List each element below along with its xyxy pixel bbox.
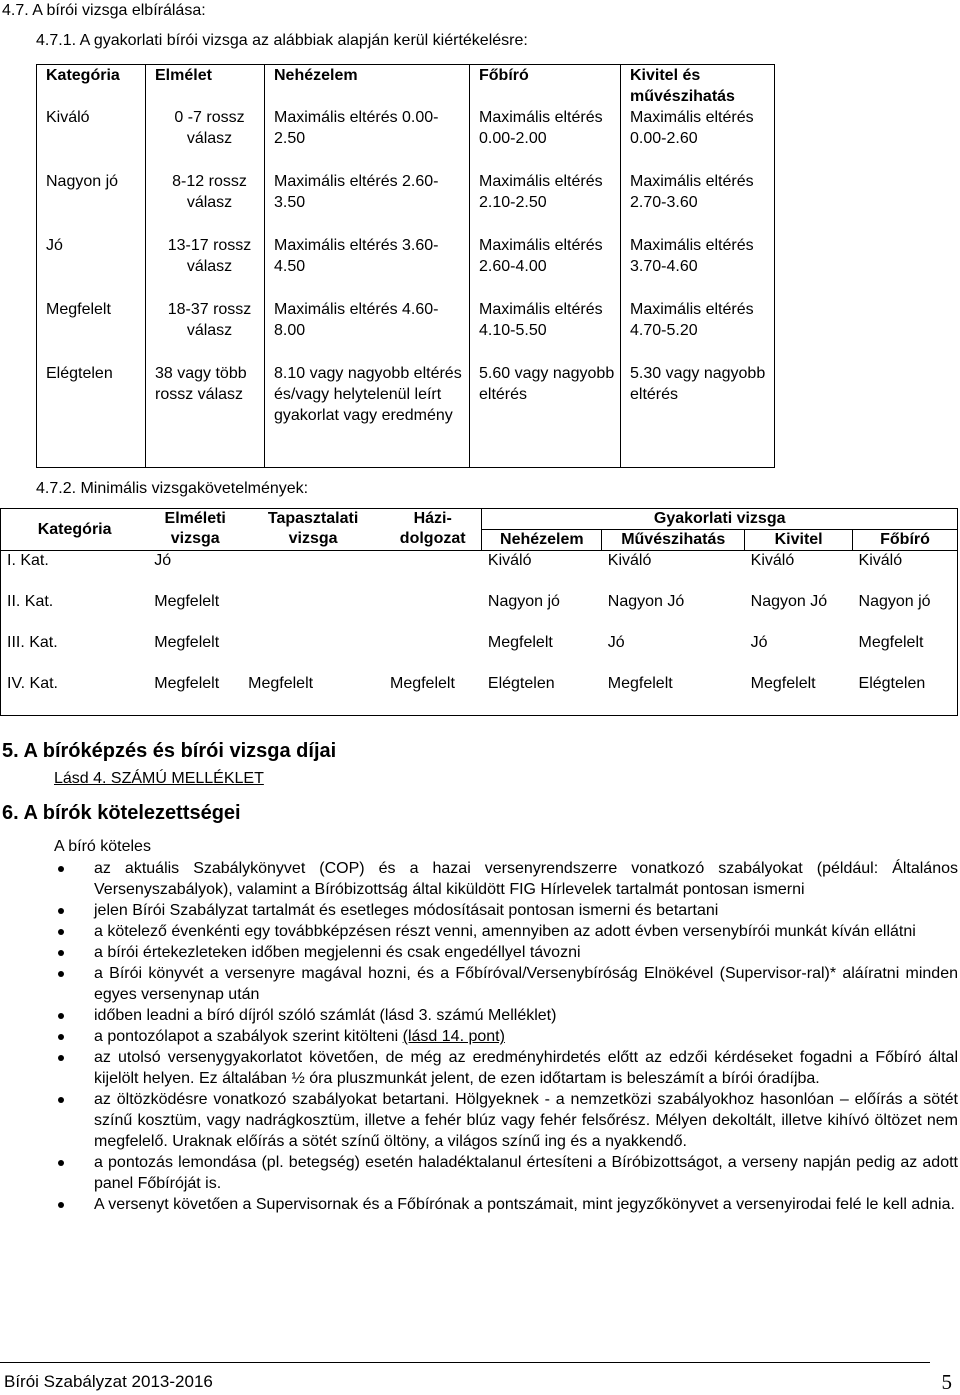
table-row bbox=[1, 674, 958, 716]
table-cell: Megfelelt bbox=[148, 674, 242, 716]
table-cell bbox=[146, 235, 265, 299]
table-row bbox=[37, 171, 775, 235]
list-item bbox=[54, 1026, 958, 1047]
table-cell: Maximális eltérés 4.60-8.00 bbox=[265, 299, 470, 363]
table-cell: Maximális eltérés 0.00-2.60 bbox=[621, 107, 775, 171]
heading-4-7-1: 4.7.1. A gyakorlati bírói vizsga az alábbiak alapján kerül kiértékelésre: bbox=[36, 32, 528, 49]
table-cell: Megfelelt bbox=[602, 674, 745, 716]
heading-4-7-2: 4.7.2. Minimális vizsgakövetelmények: bbox=[36, 480, 309, 497]
header-cell: Főbíró bbox=[853, 530, 958, 551]
table-cell: II. Kat. bbox=[1, 592, 149, 633]
bullet-icon bbox=[58, 971, 64, 977]
list-item-text: időben leadni a bíró díjról szóló számlát (lásd 3. számú Melléklet) bbox=[94, 1007, 557, 1024]
table-row bbox=[1, 592, 958, 633]
table-row bbox=[37, 235, 775, 299]
header-cell: Nehézelem bbox=[482, 530, 602, 551]
table-cell: Megfelelt bbox=[853, 633, 958, 674]
table-row bbox=[1, 633, 958, 674]
table-cell: Kiváló bbox=[607, 552, 652, 569]
table-cell: Elégtelen bbox=[853, 674, 958, 716]
section-6-intro: A bíró köteles bbox=[54, 838, 151, 855]
table-cell: Nagyon Jó bbox=[750, 593, 828, 610]
section-6-title: 6. A bírók kötelezettségei bbox=[2, 802, 241, 824]
table-cell: Maximális eltérés 2.60-4.00 bbox=[470, 235, 621, 299]
list-item-text: a kötelező évenkénti egy továbbképzésen részt venni, amennyiben az adott évben versenybírói munkát kíván ellátni bbox=[94, 923, 916, 940]
bullet-icon bbox=[58, 1097, 64, 1103]
table-cell: Kiváló bbox=[750, 552, 795, 569]
bullet-icon bbox=[58, 1034, 64, 1040]
header-cell: Tapasztalati vizsga bbox=[242, 509, 384, 551]
table-row bbox=[37, 363, 775, 467]
heading-4-7: 4.7. A bírói vizsga elbírálása: bbox=[2, 2, 206, 19]
footer-title: Bírói Szabályzat 2013-2016 bbox=[4, 1372, 213, 1391]
table-cell: Maximális eltérés 3.60-4.50 bbox=[265, 235, 470, 299]
bullet-icon bbox=[58, 1160, 64, 1166]
header-cell: Nehézelem bbox=[265, 65, 470, 108]
table-cell: 5.60 vagy nagyobb eltérés bbox=[470, 363, 621, 467]
bullet-icon bbox=[58, 1013, 64, 1019]
table-cell-text: 13-17 rossz válasz bbox=[167, 237, 252, 275]
table-cell bbox=[242, 592, 384, 633]
table-cell bbox=[384, 551, 482, 593]
table-cell: Jó bbox=[154, 552, 172, 569]
table-cell bbox=[242, 633, 384, 674]
table-cell: Maximális eltérés 4.10-5.50 bbox=[470, 299, 621, 363]
table-cell: Jó bbox=[37, 235, 146, 299]
table-cell: Maximális eltérés 3.70-4.60 bbox=[621, 235, 775, 299]
list-item-text: az öltözködésre vonatkozó szabályokat betartani. Hölgyeknek - a nemzetközi szabályokhoz hasonlóan – előírás a sötét színű kosztüm, vagy nadrágkosztüm, illetve a fehér blúz vagy fehér felsőrész. Mélyen dekoltált, illetve kihívó öltözet nem megfelelő. Uraknak előírás a sötét színű öltöny, a világos színű ing és a nyakkendő. bbox=[94, 1091, 958, 1150]
table-cell-text: 18-37 rossz válasz bbox=[167, 301, 252, 339]
table-cell: Maximális eltérés 4.70-5.20 bbox=[621, 299, 775, 363]
table-cell bbox=[146, 171, 265, 235]
table-cell: I. Kat. bbox=[1, 551, 149, 593]
list-item bbox=[54, 900, 958, 921]
table-cell bbox=[242, 551, 384, 593]
list-item-text: a pontozás lemondása (pl. betegség) esetén haladéktalanul értesíteni a Bíróbizottságot, a verseny napján pedig az adott panel Főbíróját is. bbox=[94, 1154, 958, 1192]
table-cell: Nagyon jó bbox=[853, 592, 958, 633]
bullet-icon bbox=[58, 929, 64, 935]
table-cell: Megfelelt bbox=[154, 634, 220, 651]
list-item-text: a bírói értekezleteken időben megjelenni és csak engedéllyel távozni bbox=[94, 944, 581, 961]
table-cell: Nagyon jó bbox=[37, 171, 146, 235]
bullet-icon bbox=[58, 950, 64, 956]
table-cell bbox=[384, 592, 482, 633]
header-cell: Gyakorlati vizsga bbox=[482, 509, 958, 530]
header-cell: Kivitel bbox=[745, 530, 853, 551]
footer-divider bbox=[0, 1362, 930, 1363]
bullet-icon bbox=[58, 866, 64, 872]
header-cell: Művészihatás bbox=[602, 530, 745, 551]
list-item-text: a pontozólapot a szabályok szerint kitölteni bbox=[94, 1028, 399, 1045]
table-cell: Megfelelt bbox=[154, 593, 220, 610]
header-cell: Házi-dolgozat bbox=[384, 509, 482, 551]
table-header-row bbox=[37, 65, 775, 108]
appendix-link[interactable]: Lásd 4. SZÁMÚ MELLÉKLET bbox=[54, 770, 264, 787]
list-item bbox=[54, 921, 958, 942]
table-cell: Kiváló bbox=[487, 552, 532, 569]
table-cell: Jó bbox=[750, 634, 768, 651]
list-item-text: A versenyt követően a Supervisornak és a Főbírónak a pontszámait, mint jegyzőkönyvet a versenyirodai felé le kell adnia. bbox=[94, 1196, 955, 1213]
table-row bbox=[37, 107, 775, 171]
list-item-text: az utolsó versenygyakorlatot követően, de még az eredményhirdetés előtt az edzői kérdéseket fogadni a Főbíró által kijelölt helyen. Ez általában ½ óra pluszmunkát jelent, de ezen időtartam is beleszámít a bírói óradíjba. bbox=[94, 1049, 958, 1087]
table-cell: Megfelelt bbox=[384, 674, 482, 716]
list-item bbox=[54, 1047, 958, 1089]
table-cell: 38 vagy több rossz válasz bbox=[146, 363, 265, 467]
table-cell: Maximális eltérés 2.70-3.60 bbox=[621, 171, 775, 235]
table-cell: Nagyon Jó bbox=[607, 593, 685, 610]
list-item bbox=[54, 1152, 958, 1194]
table-cell: Maximális eltérés 0.00-2.00 bbox=[470, 107, 621, 171]
evaluation-table bbox=[36, 64, 775, 468]
table-cell: Maximális eltérés 2.10-2.50 bbox=[470, 171, 621, 235]
bullet-icon bbox=[58, 1055, 64, 1061]
table-row bbox=[1, 551, 958, 593]
list-item bbox=[54, 963, 958, 1005]
list-item bbox=[54, 1089, 958, 1152]
header-cell: Főbíró bbox=[470, 65, 621, 108]
obligations-list bbox=[54, 858, 958, 1215]
header-cell: Elmélet bbox=[146, 65, 265, 108]
list-item-text: jelen Bírói Szabályzat tartalmát és esetleges módosításait pontosan ismerni és betartani bbox=[94, 902, 719, 919]
table-cell: Kiváló bbox=[37, 107, 146, 171]
list-item-text: a Bírói könyvét a versenyre magával hozni, és a Főbíróval/Versenybíróság Elnökével (Supervisor-ral)* aláíratni minden egyes versenynap után bbox=[94, 965, 958, 1003]
list-item bbox=[54, 942, 958, 963]
header-cell: Kategória bbox=[37, 65, 146, 108]
bullet-icon bbox=[58, 908, 64, 914]
table-cell: Kiváló bbox=[853, 551, 958, 593]
header-cell: Elméleti vizsga bbox=[148, 509, 242, 551]
table-cell: Megfelelt bbox=[745, 674, 853, 716]
table-cell: 8.10 vagy nagyobb eltérés és/vagy helytelenül leírt gyakorlat vagy eredmény bbox=[265, 363, 470, 467]
table-header-row bbox=[1, 509, 958, 530]
table-cell bbox=[146, 107, 265, 171]
table-cell bbox=[146, 299, 265, 363]
list-item bbox=[54, 858, 958, 900]
table-cell: IV. Kat. bbox=[1, 674, 149, 716]
minimum-requirements-table bbox=[0, 508, 958, 716]
table-cell bbox=[384, 633, 482, 674]
header-cell: Kivitel és művészihatás bbox=[621, 65, 775, 108]
page-number: 5 bbox=[941, 1370, 952, 1394]
section-5-body bbox=[54, 768, 958, 789]
table-row bbox=[37, 299, 775, 363]
table-cell-text: 8-12 rossz válasz bbox=[172, 173, 247, 211]
table-cell: Maximális eltérés 0.00-2.50 bbox=[265, 107, 470, 171]
table-cell: Megfelelt bbox=[242, 674, 384, 716]
list-item bbox=[54, 1005, 958, 1026]
table-cell: Jó bbox=[607, 634, 625, 651]
header-cell: Kategória bbox=[1, 509, 149, 551]
list-item-text: az aktuális Szabálykönyvet (COP) és a hazai versenyrendszerre vonatkozó szabályokat (például: Általános Versenyszabályok), valamint a Bíróbizottság által kiküldött FIG Hírlevelek tartalmát pontosan ismerni bbox=[94, 860, 958, 898]
section-5-title: 5. A bíróképzés és bírói vizsga díjai bbox=[2, 740, 337, 762]
table-cell: 5.30 vagy nagyobb eltérés bbox=[621, 363, 775, 467]
table-cell: Elégtelen bbox=[482, 674, 602, 716]
table-cell-text: 0 -7 rossz válasz bbox=[174, 109, 245, 147]
table-cell: Elégtelen bbox=[37, 363, 146, 467]
table-cell: III. Kat. bbox=[1, 633, 149, 674]
table-cell: Megfelelt bbox=[37, 299, 146, 363]
table-cell: Nagyon jó bbox=[487, 593, 560, 610]
section-link[interactable]: (lásd 14. pont) bbox=[402, 1028, 505, 1045]
bullet-icon bbox=[58, 1202, 64, 1208]
table-cell: Megfelelt bbox=[487, 634, 553, 651]
table-cell: Maximális eltérés 2.60-3.50 bbox=[265, 171, 470, 235]
list-item bbox=[54, 1194, 958, 1215]
